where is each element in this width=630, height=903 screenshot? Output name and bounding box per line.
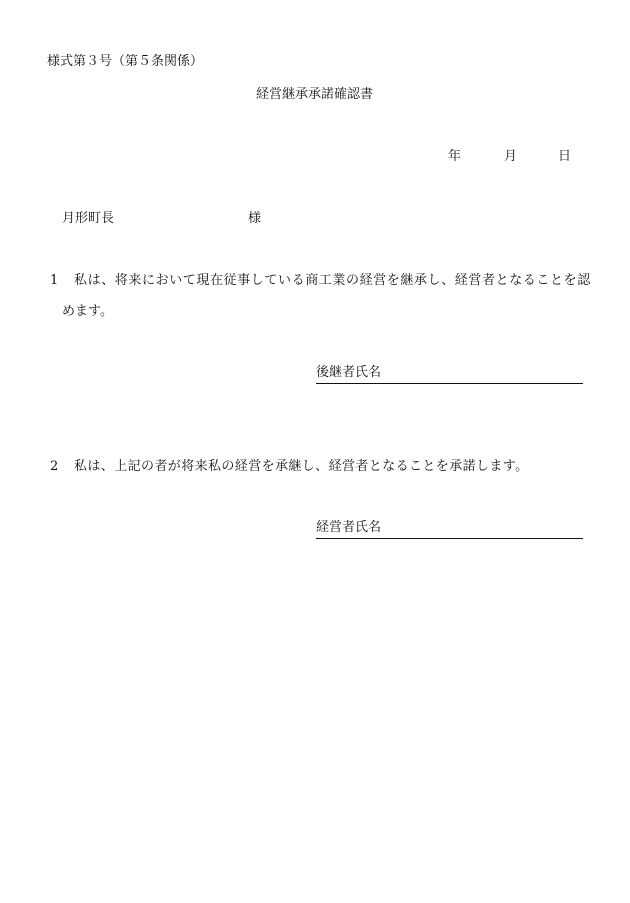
clause-2-number: 2	[50, 459, 59, 474]
document-title: 経営継承承諾確認書	[256, 87, 374, 102]
date-month-label: 月	[504, 149, 518, 164]
manager-signature-field[interactable]	[316, 520, 583, 539]
manager-signature-label: 経営者氏名	[316, 520, 382, 535]
successor-signature-field[interactable]	[316, 365, 583, 384]
clause-2-text: 私は、上記の者が将来私の経営を承継し、経営者となることを承諾します。	[74, 459, 529, 474]
clause-1-text-line-1: 私は、将来において現在従事している商工業の経営を継承し、経営者となることを認	[74, 273, 591, 288]
date-day-label: 日	[558, 149, 572, 164]
addressee-name: 月形町長	[62, 211, 115, 226]
clause-1-number: 1	[50, 273, 59, 288]
successor-signature-label: 後継者氏名	[316, 365, 382, 380]
date-year-label: 年	[448, 149, 462, 164]
addressee-honorific: 様	[248, 211, 262, 226]
form-number: 様式第３号（第５条関係）	[47, 54, 204, 69]
clause-1-text-line-2: めます。	[62, 304, 113, 319]
